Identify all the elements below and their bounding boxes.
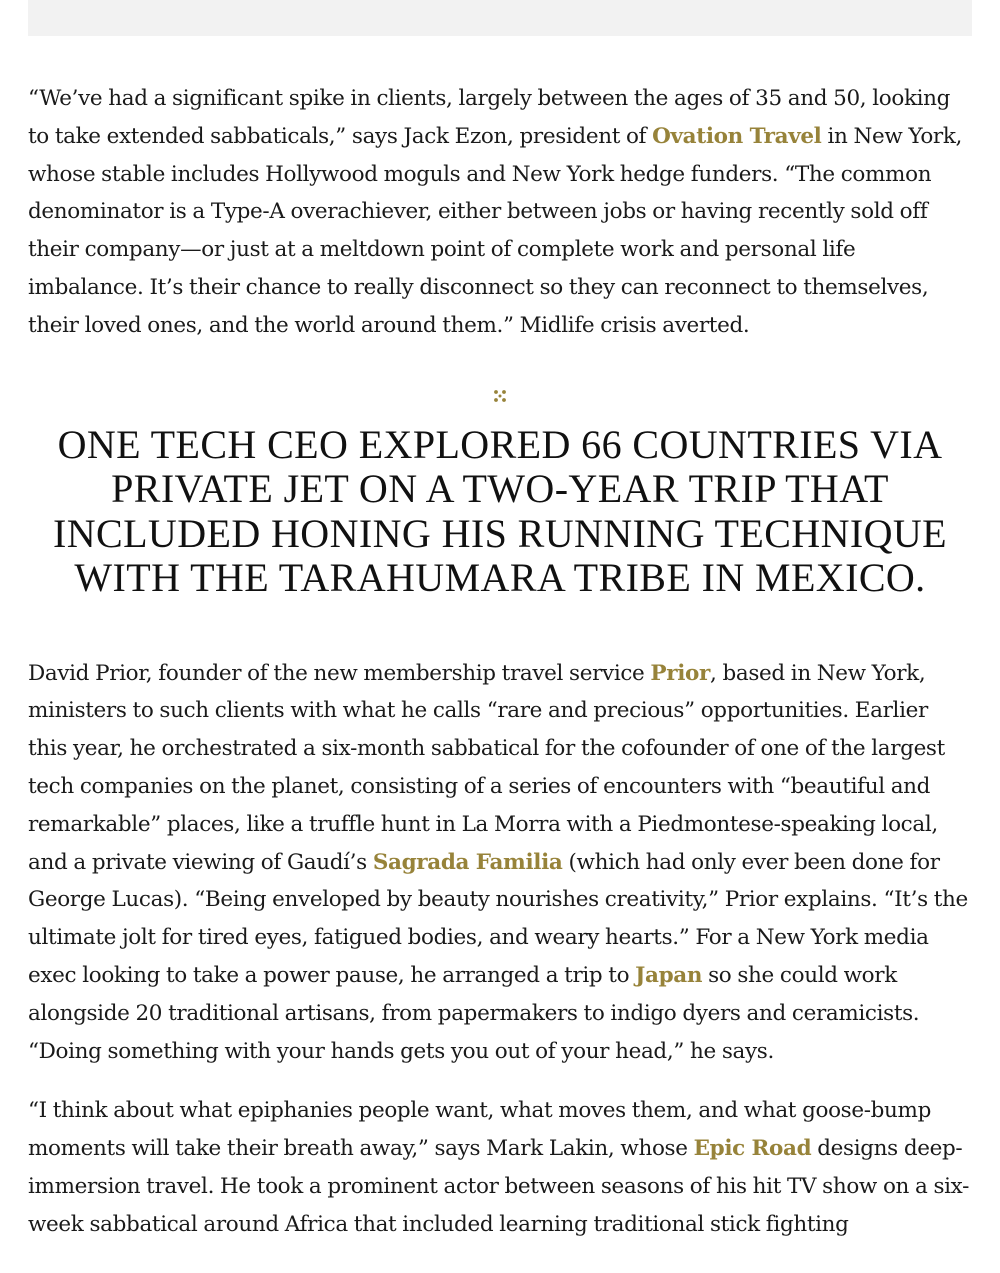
paragraph-text: “We’ve had a significant spike in clients, largely between the ages of 35 and 50, looking to take extended sabbaticals,” says Jack Ezon, president of [28, 86, 951, 149]
ovation-travel-link[interactable]: Ovation Travel [652, 123, 822, 149]
paragraph-text: in New York, whose stable includes Hollywood moguls and New York hedge funders. “The common denominator is a Type-A overachiever, either between jobs or having recently sold off their company—or just at a meltdown point of complete work and personal life imbalance. It’s their chance to really disconnect so they can reconnect to themselves, their loved ones, and the world around them.” Midlife crisis averted. [28, 123, 963, 338]
decorative-cross-icon [493, 389, 507, 409]
section-divider [28, 389, 972, 409]
paragraph-text: so she could work alongside 20 traditional artisans, from papermakers to indigo dyers and ceramicists. “Doing something with your hands gets you out of your head,” he says. [28, 962, 920, 1064]
epic-road-link[interactable]: Epic Road [693, 1136, 812, 1162]
pull-quote: ONE TECH CEO EXPLORED 66 COUNTRIES VIA PRIVATE JET ON A TWO-YEAR TRIP THAT INCLUDED HONING HIS RUNNING TECHNIQUE WITH THE TARAHUMARA TRIBE IN MEXICO. [53, 421, 947, 601]
sagrada-familia-link[interactable]: Sagrada Familia [372, 849, 563, 875]
paragraph-text: , based in New York, ministers to such clients with what he calls “rare and precious” opportunities. Earlier this year, he orchestrated a six-month sabbatical for the cofounder of one of the largest tech companies on the planet, consisting of a series of encounters with “beautiful and remarkable” places, like a truffle hunt in La Morra with a Piedmontese-speaking local, and a private viewing of Gaudí’s [28, 660, 945, 875]
paragraph-text: David Prior, founder of the new membership travel service [28, 660, 651, 686]
paragraph-mark-lakin [28, 1092, 972, 1243]
prior-link[interactable]: Prior [650, 660, 710, 686]
paragraph-text: “I think about what epiphanies people want, what moves them, and what goose-bump moments will take their breath away,” says Mark Lakin, whose [28, 1098, 932, 1162]
article-body [28, 80, 972, 1244]
japan-link[interactable]: Japan [635, 962, 703, 988]
paragraph-text: designs deep-immersion travel. He took a prominent actor between seasons of his hit TV show on a six-week sabbatical around Africa that included learning traditional stick fighting [28, 1136, 969, 1237]
paragraph-ovation-travel [28, 80, 972, 345]
top-banner-placeholder [28, 0, 972, 36]
paragraph-text: (which had only ever been done for George Lucas). “Being enveloped by beauty nourishes creativity,” Prior explains. “It’s the ultimate jolt for tired eyes, fatigued bodies, and weary hearts.” For a New York media exec looking to take a power pause, he arranged a trip to [28, 849, 968, 988]
paragraph-david-prior [28, 655, 972, 1071]
